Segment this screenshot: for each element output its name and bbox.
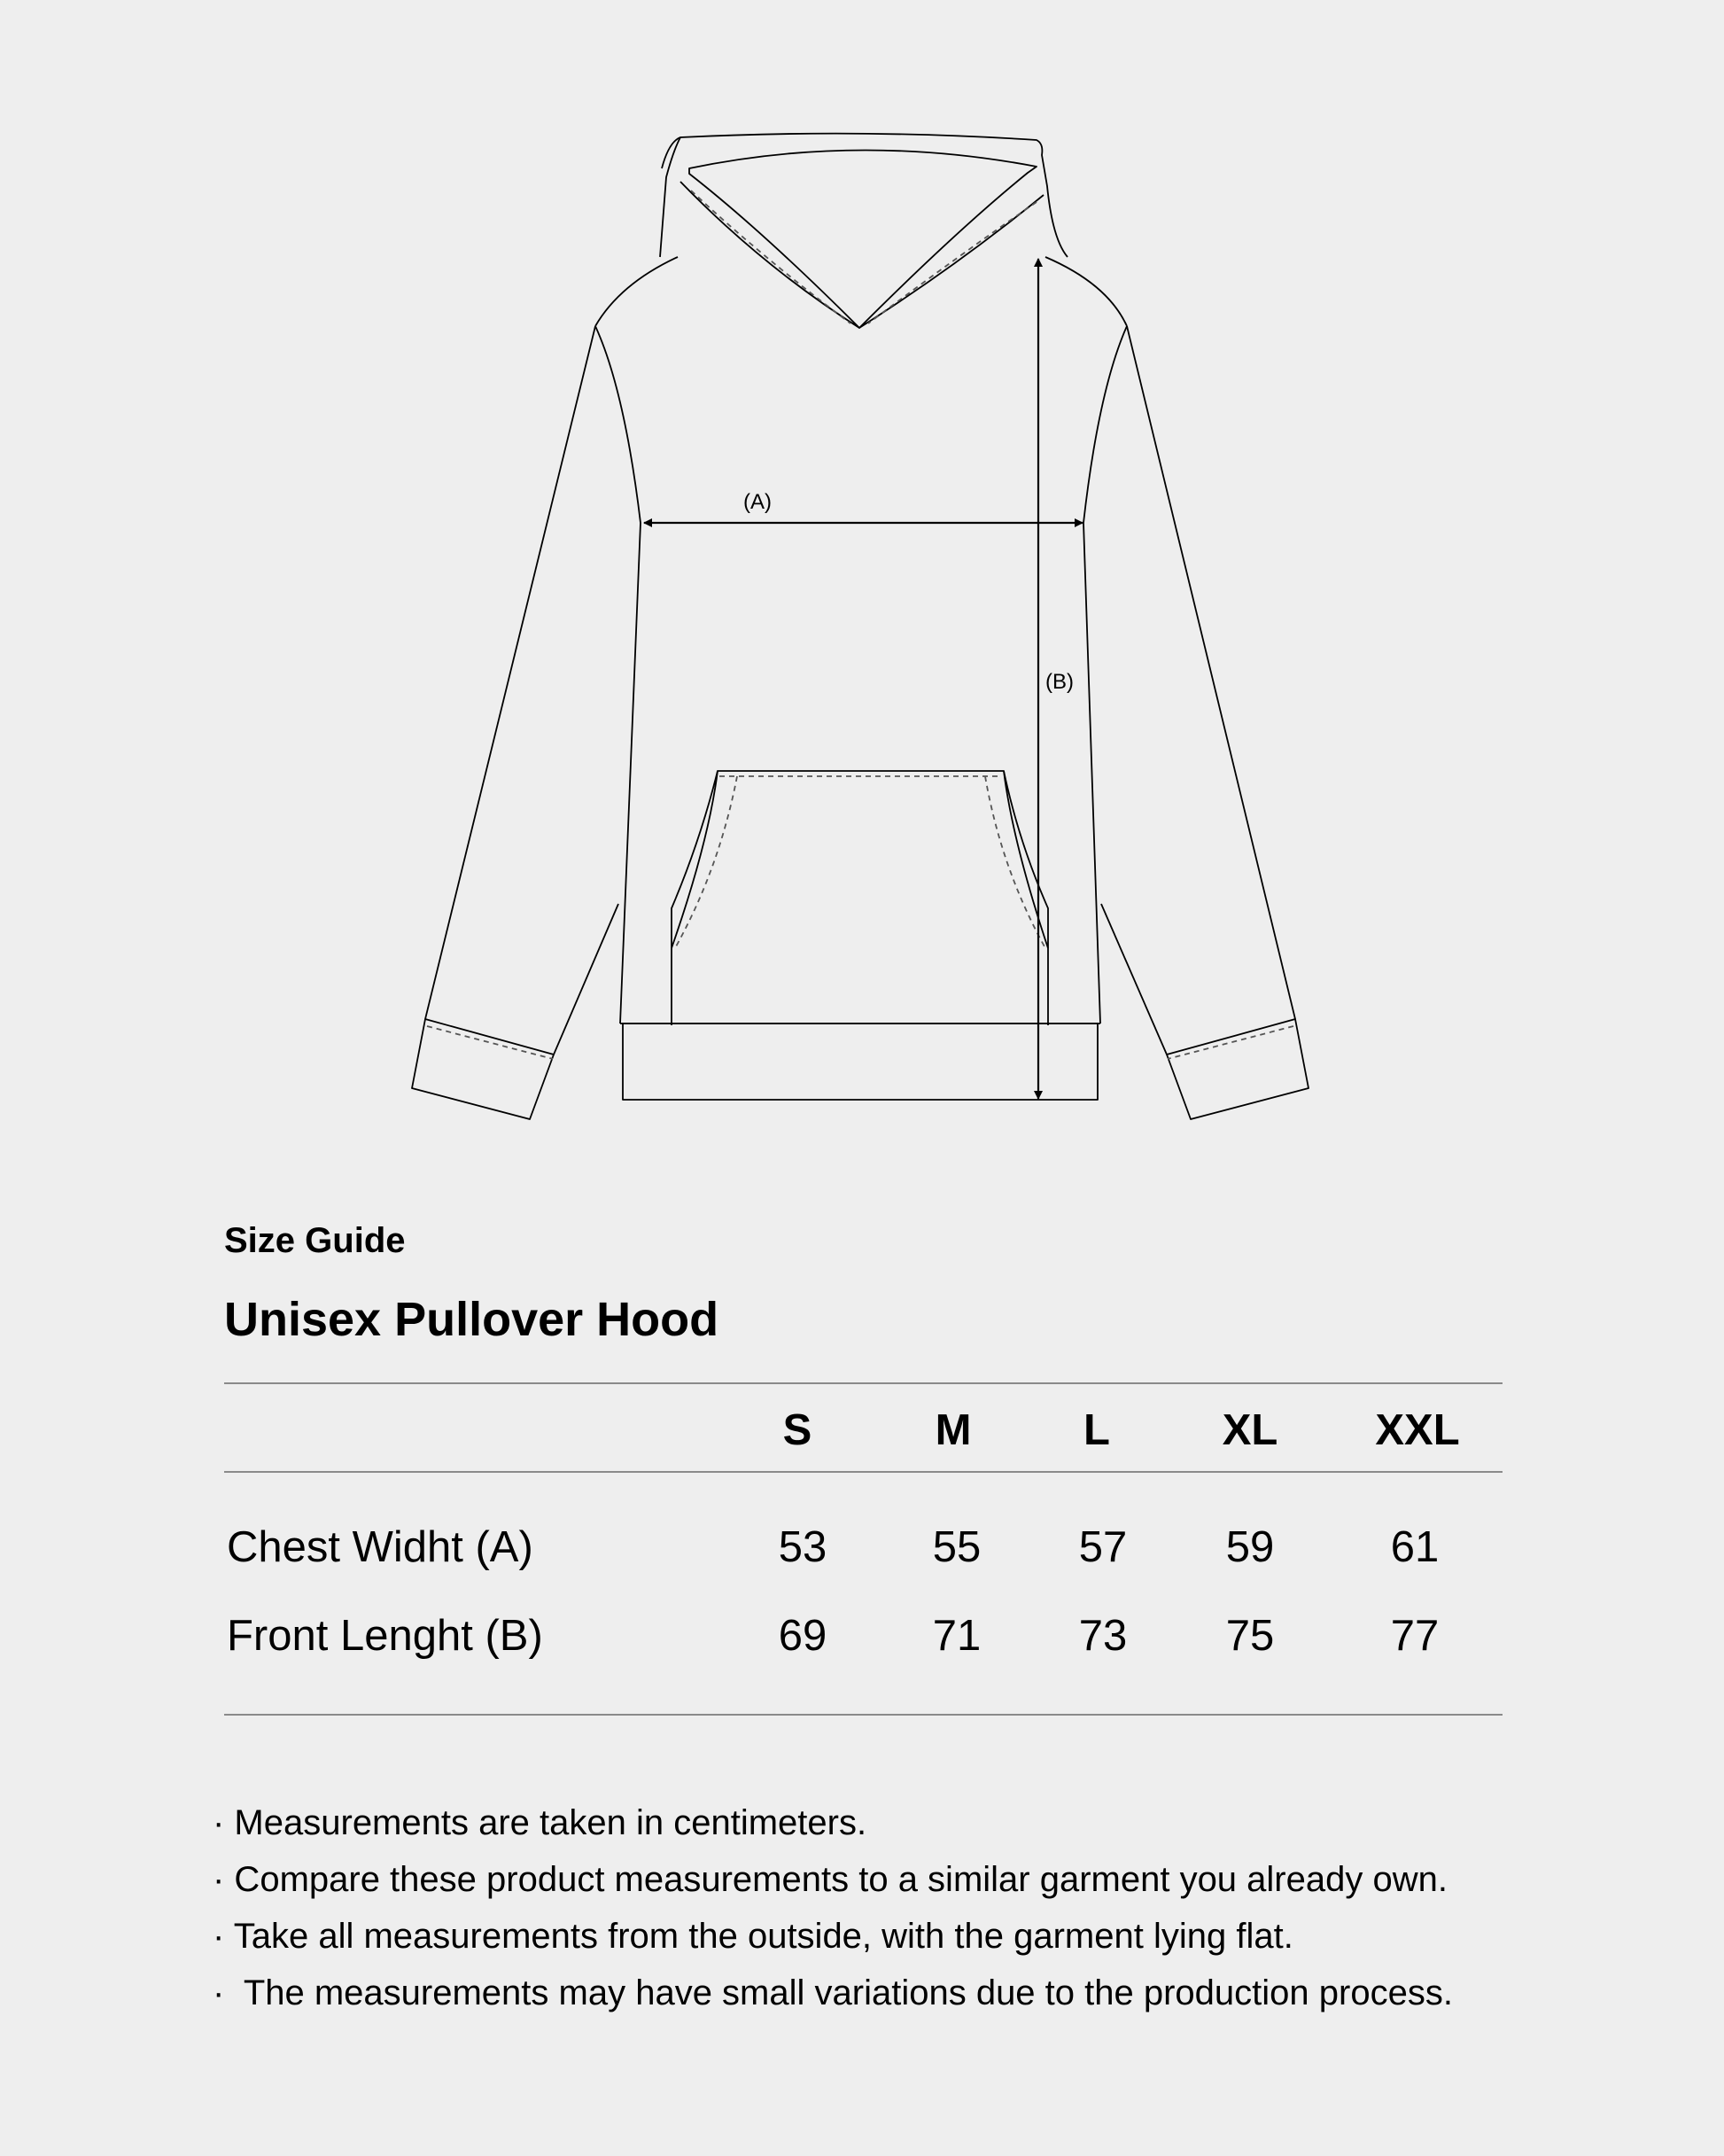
body-left-shoulder [595,257,678,326]
length-value-m: 71 [932,1612,982,1660]
note-compare: · Compare these product measurements to a similar garment you already own. [213,1860,1448,1899]
table-bottom-rule [224,1714,1503,1716]
chest-value-l: 57 [1078,1523,1128,1571]
right-sleeve-inner [1101,904,1167,1055]
chest-value-m: 55 [932,1523,982,1571]
length-value-xxl: 77 [1390,1612,1440,1660]
right-cuff [1167,1019,1309,1119]
front-length-marker: (B) [1045,670,1074,694]
length-value-xl: 75 [1225,1612,1275,1660]
size-header-m: M [935,1406,972,1454]
body-left-side [595,326,641,1024]
table-header-rule [224,1471,1503,1473]
note-variations: · The measurements may have small variations due to the production process. [213,1973,1453,2012]
left-cuff [412,1019,554,1119]
right-sleeve-outer [1127,326,1295,1019]
length-value-s: 69 [778,1612,827,1660]
body-right-shoulder [1045,257,1127,326]
hood-outline-left [660,137,680,257]
hood-outline [662,134,1068,257]
left-sleeve-outer [425,326,595,1019]
size-header-xl: XL [1222,1406,1278,1454]
note-flat: · Take all measurements from the outside, with the garment lying flat. [213,1917,1293,1956]
row-label-length: Front Lenght (B) [227,1612,543,1660]
size-header-s: S [782,1406,812,1454]
left-sleeve-inner [554,904,618,1055]
chest-value-s: 53 [778,1523,827,1571]
row-label-chest: Chest Widht (A) [227,1523,533,1571]
length-value-l: 73 [1078,1612,1128,1660]
table-top-rule [224,1382,1503,1384]
chest-value-xl: 59 [1225,1523,1275,1571]
note-units: · Measurements are taken in centimeters. [213,1803,867,1842]
product-title: Unisex Pullover Hood [224,1293,719,1346]
size-header-xxl: XXL [1375,1406,1460,1454]
chest-width-marker: (A) [743,490,772,514]
size-guide-eyebrow: Size Guide [224,1221,406,1260]
hood-seam-left [691,191,850,323]
hood-opening [680,182,1044,328]
size-header-l: L [1083,1406,1110,1454]
hood-seam-right [868,202,1037,323]
body-right-side [1083,326,1127,1024]
waistband [623,1024,1098,1100]
chest-value-xxl: 61 [1390,1523,1440,1571]
